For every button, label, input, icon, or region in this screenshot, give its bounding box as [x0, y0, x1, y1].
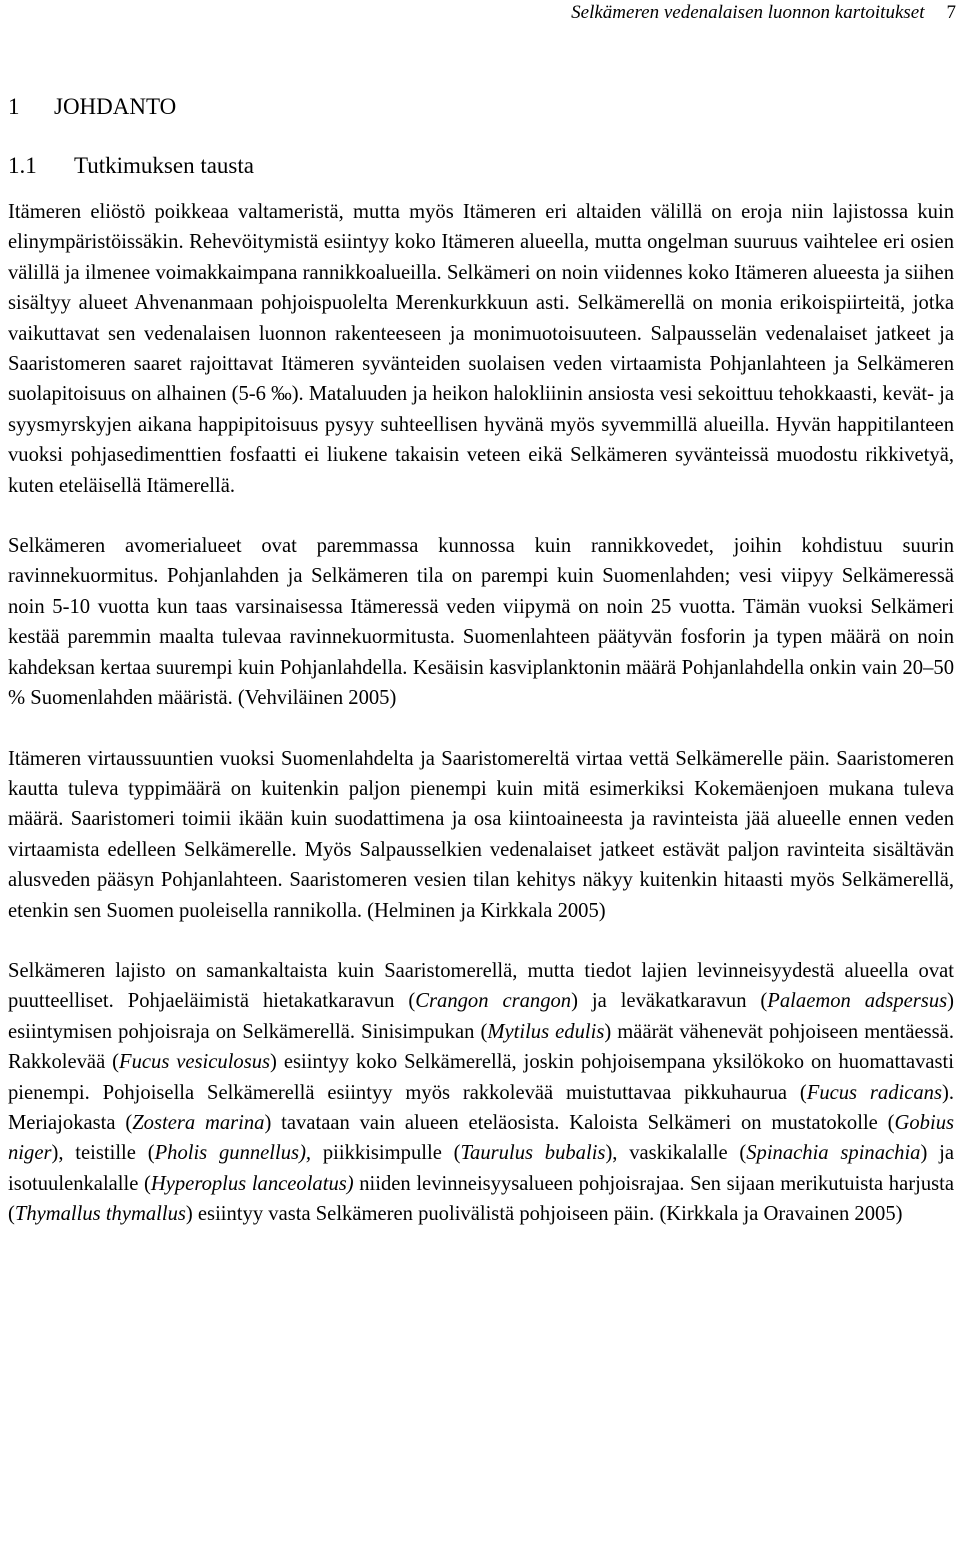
species-name: Zostera marina: [132, 1111, 265, 1134]
species-name: Thymallus thymallus: [14, 1203, 186, 1226]
species-name: Crangon crangon: [415, 990, 572, 1013]
section-title: Tutkimuksen tausta: [74, 153, 254, 178]
chapter-heading: [8, 92, 954, 122]
species-name: Mytilus edulis: [487, 1020, 605, 1043]
text-run: ), teistille (: [51, 1142, 155, 1165]
section-heading: [8, 151, 954, 181]
species-name: Taurulus bubalis: [460, 1142, 606, 1165]
body-paragraph: [8, 197, 954, 501]
species-name: Hyperoplus lanceolatus): [150, 1172, 354, 1195]
page-body: [8, 92, 954, 1230]
text-run: Selkämeren avomerialueet ovat paremmassa kunnossa kuin rannikkovedet, joihin kohdistuu suurin ravinnekuormitus. Pohjanlahden ja Selkämeren tila on parempi kuin Suomenlahden; vesi viipyy Selkämeressä noin 5-10 vuotta kun taas varsinaisessa Itämeressä veden viipymä on noin 25 vuotta. Tämän vuoksi Selkämeri kestää paremmin maalta tulevaa ravinnekuormitusta. Suomenlahteen päätyvän fosforin ja typen määrä on noin kahdeksan kertaa suurempi kuin Pohjanlahdella. Kesäisin kasviplanktonin määrä Pohjanlahdella onkin vain 20–50 % Suomenlahden määristä. (Vehviläinen 2005): [8, 535, 954, 710]
text-run: ), vaskikalalle (: [605, 1142, 747, 1165]
text-run: Itämeren eliöstö poikkeaa valtameristä, mutta myös Itämeren eri altaiden välillä on eroja niin lajistossa kuin elinympäristöissäkin. Rehevöitymistä esiintyy koko Itämeren alueella, mutta ongelman suuruus vaihtelee eri osien välillä ja ilmenee voimakkaimpana rannikkoalueilla. Selkämeri on noin viidennes koko Itämeren alueesta ja siihen sisältyy alueet Ahvenanmaan pohjoispuolelta Merenkurkkuun asti. Selkämerellä on monia erikoispiirteitä, jotka vaikuttavat sen vedenalaisen luonnon rakenteeseen ja monimuotoisuuteen. Salpausselän vedenalaiset jatkeet ja Saaristomeren saaret rajoittavat Itämeren syvänteiden suolaisen veden virtaamista Pohjanlahteen ja Selkämeren suolapitoisuus on alhainen (5-6 ‰). Mataluuden ja heikon halokliinin ansiosta vesi sekoittuu tehokkaasti, kevät- ja syysmyrskyjen aikana happipitoisuus pysyy suhteellisen hyvänä myös syvemmillä alueilla. Hyvän happitilanteen vuoksi pohjasedimenttien fosfaatti ei liukene takaisin veteen eikä Selkämeren syvänteissä muodostu rikkivetyä, kuten eteläisellä Itämerellä.: [8, 201, 954, 497]
species-name: Fucus vesiculosus: [119, 1051, 271, 1074]
species-name: Gobius niger: [8, 1111, 955, 1165]
chapter-title: JOHDANTO: [54, 94, 177, 119]
text-run: ) tavataan vain alueen eteläosista. Kaloista Selkämeri on mustatokolle (: [264, 1111, 895, 1134]
body-paragraph: [8, 531, 954, 713]
species-name: Palaemon adspersus: [767, 990, 948, 1013]
running-header: [571, 2, 956, 24]
text-run: Selkämeren lajisto on samankaltaista kuin Saaristomerellä, mutta tiedot lajien levinneisyydestä alueella ovat puutteelliset. Pohjaeläimistä hietakatkaravun (: [8, 959, 954, 1013]
text-run: ) määrät vähenevät pohjoiseen mentäessä. Rakkolevää (: [8, 1020, 954, 1074]
text-run: Itämeren virtaussuuntien vuoksi Suomenlahdelta ja Saaristomereltä virtaa vettä Selkämerelle päin. Saaristomeren kautta tuleva typpimäärä on kuitenkin paljon pienempi kuin mitä esimerkiksi Kokemäenjoen mukana tuleva määrä. Saaristomeri toimii ikään kuin suodattimena ja osa kiintoaineesta ja ravinteista jää alueelle ennen veden virtaamista edelleen Selkämerelle. Myös Salpausselkien vedenalaiset jatkeet estävät paljon ravinteita sisältävän alusveden pääsyn Pohjanlahteen. Saaristomeren vesien tilan kehitys näkyy kuitenkin hitaasti myös Selkämerellä, etenkin sen Suomen puoleisella rannikolla. (Helminen ja Kirkkala 2005): [8, 747, 954, 922]
text-run: piikkisimpulle (: [311, 1142, 461, 1165]
body-text: [8, 197, 954, 1230]
text-run: ) ja leväkatkaravun (: [571, 990, 768, 1013]
text-run: ) ja isotuulenkalalle (: [8, 1142, 954, 1195]
page-number: 7: [946, 2, 956, 23]
body-paragraph: [8, 956, 954, 1230]
chapter-number: 1: [8, 94, 20, 119]
species-name: Spinachia spinachia: [746, 1142, 921, 1165]
species-name: Pholis gunnellus),: [154, 1142, 312, 1165]
body-paragraph: [8, 744, 954, 926]
text-run: niiden levinneisyysalueen pohjoisrajaa. Sen sijaan merikutuista harjusta (: [8, 1172, 954, 1226]
species-name: Fucus radicans: [806, 1081, 942, 1104]
text-run: ) esiintyy vasta Selkämeren puolivälistä pohjoiseen päin. (Kirkkala ja Oravainen 2005): [185, 1203, 903, 1226]
text-run: ) esiintyy koko Selkämerellä, joskin pohjoisempana yksilökoko on huomattavasti pienempi. Pohjoisella Selkämerellä esiintyy myös rakkolevää muistuttavaa pikkuhaurua (: [8, 1051, 954, 1104]
text-run: ). Meriajokasta (: [8, 1081, 954, 1134]
section-number: 1.1: [8, 153, 37, 178]
running-title: Selkämeren vedenalaisen luonnon kartoitukset: [571, 2, 925, 23]
text-run: ) esiintymisen pohjoisraja on Selkämerellä. Sinisimpukan (: [8, 990, 954, 1043]
